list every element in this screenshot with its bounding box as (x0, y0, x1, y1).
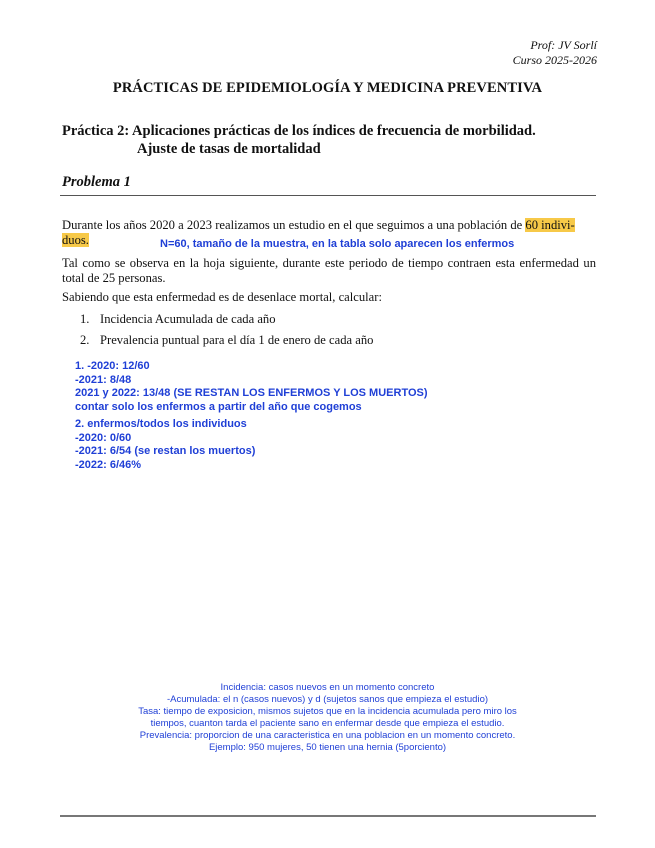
note-line: 1. -2020: 12/60 (75, 360, 150, 372)
highlighted-population-end: duos. (62, 233, 89, 247)
practice-line-2: Ajuste de tasas de mortalidad (137, 141, 321, 157)
note-line: contar solo los enfermos a partir del año que cogemos (75, 400, 362, 413)
author-line: Prof: JV Sorlí (530, 38, 597, 52)
highlighted-population: 60 indivi- (525, 218, 575, 232)
page-title: PRÁCTICAS DE EPIDEMIOLOGÍA Y MEDICINA PREVENTIVA (112, 80, 543, 96)
definition-line: Prevalencia: proporcion de una caracteristica en una poblacion en un momento concreto. (139, 730, 516, 741)
problem-heading: Problema 1 (62, 174, 131, 190)
handwritten-answers (75, 360, 428, 472)
list-item: 1. Incidencia Acumulada de cada año (80, 312, 276, 326)
definition-line: tiempos, cuanton tarda el paciente sano en enfermar desde que empieza el estudio. (150, 718, 505, 729)
note-line: 2. enfermos/todos los individuos (75, 418, 247, 430)
task-list (80, 312, 373, 354)
section-divider (60, 195, 596, 196)
annotation-sample-size: N=60, tamaño de la muestra, en la tabla solo aparecen los enfermos (160, 238, 515, 250)
definition-line: Tasa: tiempo de exposicion, mismos sujetos que en la incidencia acumulada pero miro los (138, 706, 517, 717)
definition-line: -Acumulada: el n (casos nuevos) y d (sujetos sanos que empieza el estudio) (166, 694, 489, 705)
definitions-notes (0, 682, 655, 754)
note-line: -2020: 0/60 (75, 431, 132, 444)
definition-line: Incidencia: casos nuevos en un momento concreto (220, 682, 435, 693)
practice-line-1: Práctica 2: Aplicaciones prácticas de los índices de frecuencia de morbilidad. (62, 123, 536, 139)
definition-line: Ejemplo: 950 mujeres, 50 tienen una hernia (5porciento) (208, 742, 447, 753)
note-line: 2021 y 2022: 13/48 (SE RESTAN LOS ENFERMOS Y LOS MUERTOS) (75, 387, 428, 399)
note-line: -2022: 6/46% (75, 458, 142, 471)
note-line: -2021: 8/48 (75, 373, 132, 386)
note-line: -2021: 6/54 (se restan los muertos) (75, 445, 256, 457)
practice-heading (62, 122, 536, 158)
paragraph-question: Sabiendo que esta enfermedad es de desenlace mortal, calcular: (62, 290, 382, 304)
course-line: Curso 2025-2026 (512, 53, 597, 67)
intro-text: Durante los años 2020 a 2023 realizamos un estudio en el que seguimos a una población de (62, 218, 526, 232)
paragraph-observation: Tal como se observa en la hoja siguiente, durante este periodo de tiempo contraen esta enfermedad un total de 25 personas. (62, 256, 596, 285)
footer-divider (60, 815, 596, 817)
list-item: 2. Prevalencia puntual para el día 1 de enero de cada año (80, 333, 374, 347)
header-info (513, 38, 597, 68)
